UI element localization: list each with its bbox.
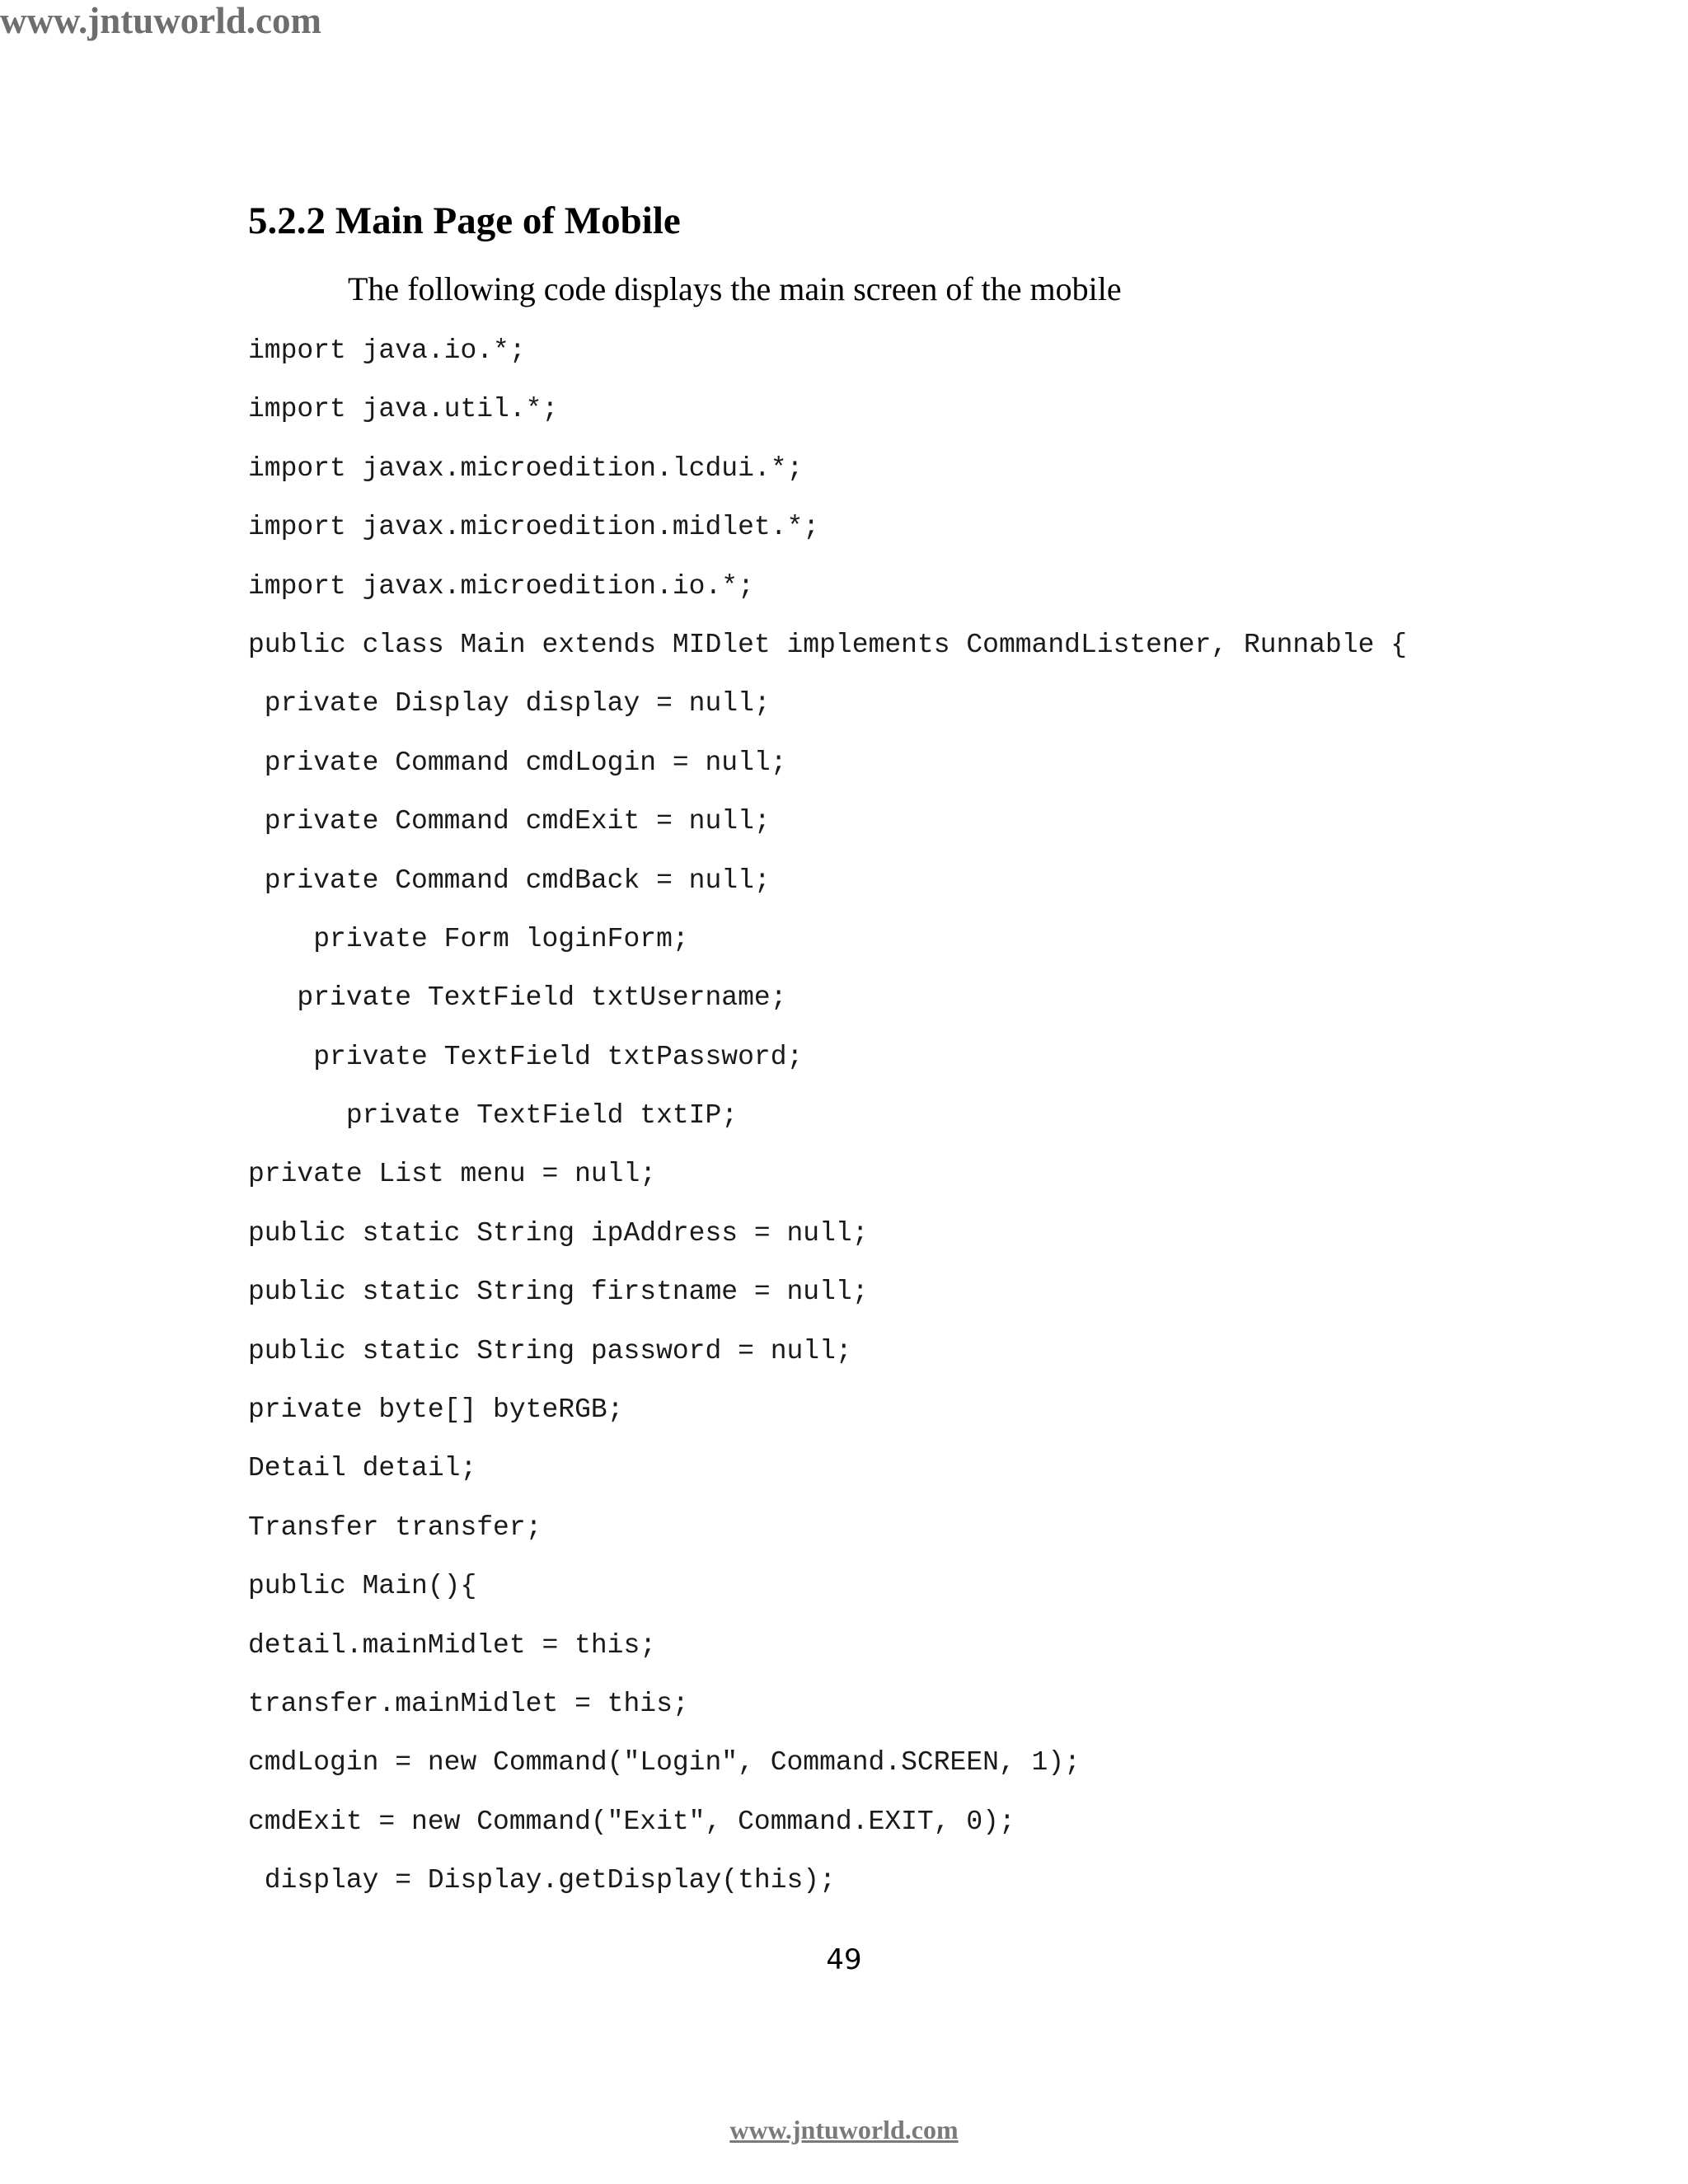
code-line: private byte[] byteRGB;: [248, 1394, 624, 1426]
code-line: import java.io.*;: [248, 335, 526, 366]
code-line: private Command cmdBack = null;: [248, 865, 771, 896]
code-line: public static String firstname = null;: [248, 1277, 869, 1308]
page-number: 49: [826, 1943, 862, 1976]
footer-watermark: [0, 2113, 1688, 2146]
section-heading: 5.2.2 Main Page of Mobile: [248, 199, 681, 242]
code-line: private Form loginForm;: [248, 923, 689, 954]
code-listing: [248, 330, 1407, 1919]
code-line: private TextField txtIP;: [248, 1100, 738, 1132]
header-watermark: www.jntuworld.com: [0, 0, 321, 41]
code-line: display = Display.getDisplay(this);: [248, 1865, 836, 1896]
code-line: transfer.mainMidlet = this;: [248, 1688, 689, 1719]
code-line: public Main(){: [248, 1571, 477, 1602]
code-line: private Display display = null;: [248, 688, 771, 719]
intro-paragraph: The following code displays the main screen of the mobile: [348, 270, 1122, 307]
code-line: cmdLogin = new Command("Login", Command.SCREEN, 1);: [248, 1747, 1081, 1779]
code-line: Detail detail;: [248, 1453, 477, 1484]
code-line: private Command cmdExit = null;: [248, 806, 771, 837]
code-line: private TextField txtUsername;: [248, 982, 787, 1014]
code-line: public class Main extends MIDlet implements CommandListener, Runnable {: [248, 629, 1408, 660]
footer-watermark-link[interactable]: www.jntuworld.com: [729, 2115, 959, 2144]
code-line: cmdExit = new Command("Exit", Command.EXIT, 0);: [248, 1806, 1015, 1837]
code-line: public static String password = null;: [248, 1335, 852, 1366]
code-line: public static String ipAddress = null;: [248, 1217, 869, 1249]
code-line: private List menu = null;: [248, 1159, 657, 1190]
code-line: detail.mainMidlet = this;: [248, 1629, 657, 1661]
code-line: import javax.microedition.lcdui.*;: [248, 452, 804, 484]
code-line: private Command cmdLogin = null;: [248, 747, 787, 778]
code-line: Transfer transfer;: [248, 1511, 542, 1543]
code-line: import java.util.*;: [248, 394, 559, 425]
code-line: import javax.microedition.midlet.*;: [248, 512, 820, 543]
code-line: import javax.microedition.io.*;: [248, 570, 754, 602]
code-line: private TextField txtPassword;: [248, 1041, 804, 1072]
